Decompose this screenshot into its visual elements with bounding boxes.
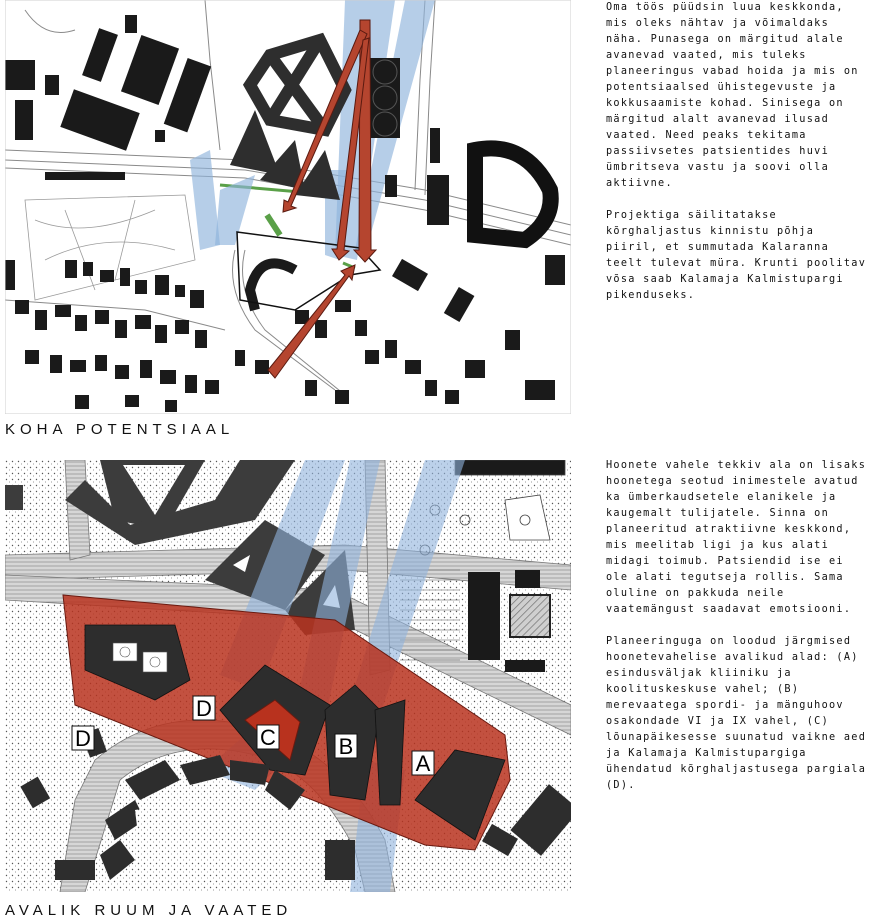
zone-label-d-park: D bbox=[75, 726, 91, 751]
paragraph: Hoonete vahele tekkiv ala on lisaks hoonetega seotud inimestele avatud ka ümberkaudsetele elanikele ja kaugemalt tulijatele. Sinna on planeeritud atraktiivne keskkond, mis meelitab ligi ja kus alati midagi toimub. Patsiendid ise ei ole alati tegutseja rollis. Sama oluline on pakkuda neile vaatemängust saadavat emotsiooni. bbox=[606, 460, 867, 615]
zone-label-a: A bbox=[415, 751, 431, 776]
site-potential-map bbox=[5, 0, 571, 414]
zone-label-c: C bbox=[260, 725, 276, 750]
paragraph: Oma töös püüdsin luua keskkonda, mis oleks nähtav ja võimaldaks näha. Punasega on märgitud alale avanevad vaated, mis tuleks planeeringus vabad hoida ja mis on potentsiaalsed ühistegevuste ja kokkusaamiste kohad. Sinisega on märgitud alalt avanevad ilusad vaated. Need peaks tekitama passiivsetes patsientides huvi ümbritseva vastu ja soovi olla aktiivne. bbox=[606, 2, 859, 189]
public-space-views-map bbox=[5, 460, 571, 892]
zone-label-d-center: D bbox=[196, 696, 212, 721]
section-caption-public-space: AVALIK RUUM JA VAATED bbox=[5, 902, 293, 919]
zone-label-b: B bbox=[338, 734, 354, 759]
site-potential-description bbox=[606, 0, 872, 320]
paragraph: Projektiga säilitatakse kõrghaljastus kinnistu põhja piiril, et summutada Kalaranna teelt tulevat müra. Krunti poolitav võsa saab Kalamaja Kalmistupargi pikenduseks. bbox=[606, 210, 867, 301]
public-space-description bbox=[606, 458, 872, 810]
section-caption-site-potential: KOHA POTENTSIAAL bbox=[5, 421, 235, 438]
tanks bbox=[370, 58, 400, 138]
paragraph: Planeeringuga on loodud järgmised hoonetevahelise avalikud alad: (A) esindusväljak kliiniku ja koolituskeskuse vahel; (B) merevaatega spordi- ja mänguhoov osakondade VI ja IX vahel, (C) lõunapäikesesse suunatud vaikne aed ja Kalamaja Kalmistupargiga ühendatud kõrghaljastusega pargiala (D). bbox=[606, 636, 867, 791]
